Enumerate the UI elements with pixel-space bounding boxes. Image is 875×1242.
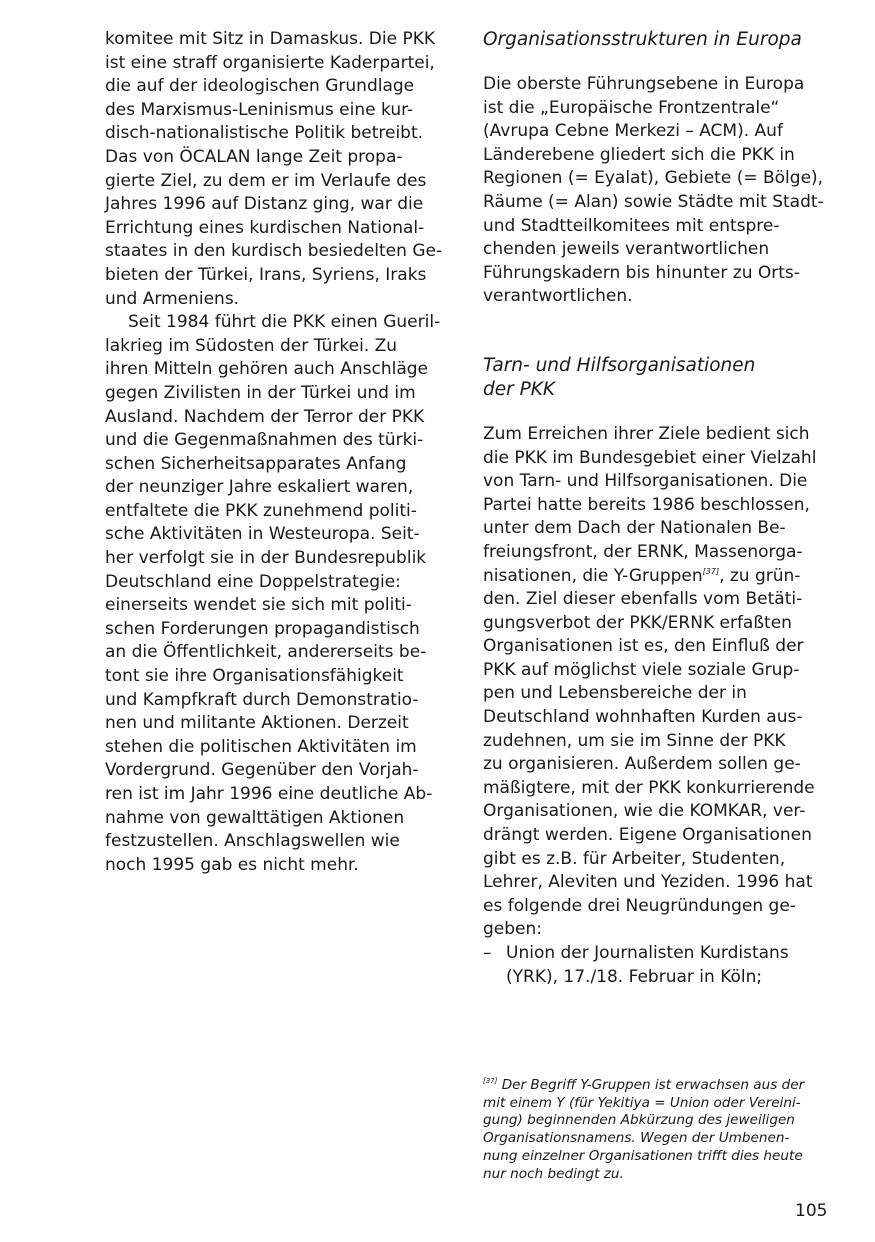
list-item — [483, 942, 833, 989]
text-line: Zum Erreichen ihrer Ziele bedient sich — [483, 423, 810, 444]
footnote — [483, 1077, 828, 1183]
section-heading-line: der PKK — [483, 378, 556, 400]
text-line: tont sie ihre Organisationsfähigkeit — [105, 666, 404, 687]
text-line: an die Öffentlichkeit, andererseits be- — [105, 642, 427, 663]
text-fragment: , zu grün- — [719, 565, 801, 586]
text-line: schen Sicherheitsapparates Anfang — [105, 453, 407, 474]
text-line: mäßigtere, mit der PKK konkurrierende — [483, 777, 815, 798]
text-line: Deutschland eine Doppelstrategie: — [105, 571, 401, 592]
text-line: Lehrer, Aleviten und Yeziden. 1996 hat — [483, 872, 813, 893]
text-line: Die oberste Führungsebene in Europa — [483, 74, 805, 94]
footnote-line — [483, 1077, 828, 1095]
page-number: 105 — [795, 1201, 828, 1221]
footnote-line: nur noch bedingt zu. — [483, 1165, 624, 1182]
text-line: nen und militante Aktionen. Derzeit — [105, 713, 409, 734]
text-line: Jahres 1996 auf Distanz ging, war die — [105, 194, 424, 215]
text-line: den. Ziel dieser ebenfalls vom Betäti- — [483, 589, 803, 610]
text-line: zudehnen, um sie im Sinne der PKK — [483, 730, 786, 751]
text-line: einerseits wendet sie sich mit politi- — [105, 595, 412, 616]
text-line: und Kampfkraft durch Demonstratio- — [105, 689, 419, 710]
text-line: sche Aktivitäten in Westeuropa. Seit- — [105, 524, 420, 545]
left-column — [105, 28, 455, 877]
text-line: entfaltete die PKK zunehmend politi- — [105, 500, 417, 521]
footnote-reference: [37] — [702, 566, 720, 576]
spacer — [483, 309, 833, 354]
text-line: festzustellen. Anschlagswellen wie — [105, 831, 400, 852]
text-line: des Marxismus-Leninismus eine kur- — [105, 99, 414, 120]
right-column — [483, 28, 833, 989]
text-line: staates in den kurdisch besiedelten Ge- — [105, 241, 443, 262]
footnote-line: Organisationsnamens. Wegen der Umbenen- — [483, 1130, 790, 1147]
footnote-line: mit einem Y (für Yekitiya = Union oder Vereini- — [483, 1094, 801, 1111]
footnote-line: nung einzelner Organisationen trifft dies heute — [483, 1147, 803, 1164]
text-line: es folgende drei Neugründungen ge- — [483, 895, 796, 916]
text-line: komitee mit Sitz in Damaskus. Die PKK — [105, 29, 435, 49]
text-line: stehen die politischen Aktivitäten im — [105, 736, 417, 757]
text-line: nahme von gewalttätigen Aktionen — [105, 807, 405, 828]
text-line: die PKK im Bundesgebiet einer Vielzahl — [483, 447, 817, 468]
spacer — [483, 52, 833, 73]
text-line: Ausland. Nachdem der Terror der PKK — [105, 406, 425, 427]
text-line: der neunziger Jahre eskaliert waren, — [105, 477, 414, 498]
text-line: Union der Journalisten Kurdistans — [506, 943, 789, 963]
paragraph-guerilla — [105, 311, 455, 877]
text-line: Länderebene gliedert sich die PKK in — [483, 144, 795, 165]
text-line: Deutschland wohnhaften Kurden aus- — [483, 707, 803, 728]
text-line: Organisationen ist es, den Einfluß der — [483, 636, 804, 657]
list-dash: – — [483, 943, 492, 963]
text-line: noch 1995 gab es nicht mehr. — [105, 854, 359, 875]
text-line: schen Forderungen propagandistisch — [105, 618, 420, 639]
text-line: von Tarn- und Hilfsorganisationen. Die — [483, 471, 808, 492]
text-line: gegen Zivilisten in der Türkei und im — [105, 382, 416, 403]
text-line: ren ist im Jahr 1996 eine deutliche Ab- — [105, 784, 433, 804]
text-line: Errichtung eines kurdischen National- — [105, 217, 425, 238]
text-line: ihren Mitteln gehören auch Anschläge — [105, 359, 428, 380]
text-fragment: Der Begriff Y-Gruppen ist erwachsen aus der — [497, 1077, 805, 1093]
text-line: her verfolgt sie in der Bundesrepublik — [105, 548, 427, 569]
text-fragment: nisationen, die Y-Gruppen — [483, 565, 703, 586]
section-heading-tarn — [483, 354, 833, 402]
text-line-with-footnote-ref — [483, 565, 833, 589]
text-line: gungsverbot der PKK/ERNK erfaßten — [483, 612, 792, 633]
text-line: (Avrupa Cebne Merkezi – ACM). Auf — [483, 121, 783, 142]
paragraph-intro — [105, 28, 455, 311]
text-line: Führungskadern bis hinunter zu Orts- — [483, 262, 800, 283]
text-line: ist die „Europäische Frontzentrale“ — [483, 97, 780, 118]
text-line: ist eine straff organisierte Kaderpartei, — [105, 52, 435, 73]
text-line: gibt es z.B. für Arbeiter, Studenten, — [483, 848, 786, 869]
section-heading-organisation: Organisationsstrukturen in Europa — [483, 29, 802, 50]
text-line: Das von ÖCALAN lange Zeit propa- — [105, 146, 403, 167]
text-line: pen und Lebensbereiche der in — [483, 683, 747, 704]
text-line: Partei hatte bereits 1986 beschlossen, — [483, 494, 810, 515]
text-line: Organisationen, wie die KOMKAR, ver- — [483, 801, 806, 822]
text-line: (YRK), 17./18. Februar in Köln; — [506, 966, 763, 987]
text-line: gierte Ziel, zu dem er im Verlaufe des — [105, 170, 427, 191]
spacer — [483, 402, 833, 423]
paragraph-structure — [483, 73, 833, 309]
text-line: chenden jeweils verantwortlichen — [483, 239, 770, 260]
text-line: PKK auf möglichst viele soziale Grup- — [483, 659, 800, 680]
text-line: und Stadtteilkomitees mit entspre- — [483, 215, 780, 236]
footnote-line: gung) beginnenden Abkürzung des jeweiligen — [483, 1112, 795, 1129]
text-line: und Armeniens. — [105, 288, 240, 309]
text-line: verantwortlichen. — [483, 286, 633, 307]
text-line: Räume (= Alan) sowie Städte mit Stadt- — [483, 191, 824, 212]
text-line: drängt werden. Eigene Organisationen — [483, 825, 812, 846]
text-line: Regionen (= Eyalat), Gebiete (= Bölge), — [483, 168, 824, 189]
text-line: geben: — [483, 919, 543, 940]
text-line: zu organisieren. Außerdem sollen ge- — [483, 754, 801, 775]
text-line: disch-nationalistische Politik betreibt. — [105, 123, 424, 144]
text-line: lakrieg im Südosten der Türkei. Zu — [105, 335, 398, 356]
text-line: und die Gegenmaßnahmen des türki- — [105, 430, 424, 451]
text-line: Vordergrund. Gegenüber den Vorjah- — [105, 760, 419, 781]
text-line: unter dem Dach der Nationalen Be- — [483, 518, 786, 539]
section-heading-line: Tarn- und Hilfsorganisationen — [483, 354, 756, 376]
paragraph-tarn — [483, 423, 833, 942]
text-line: die auf der ideologischen Grundlage — [105, 76, 415, 97]
text-line: Seit 1984 führt die PKK einen Gueril- — [128, 312, 441, 333]
footnote-marker: [37] — [483, 1077, 498, 1085]
text-line: bieten der Türkei, Irans, Syriens, Iraks — [105, 264, 427, 285]
text-line: freiungsfront, der ERNK, Massenorga- — [483, 541, 803, 562]
